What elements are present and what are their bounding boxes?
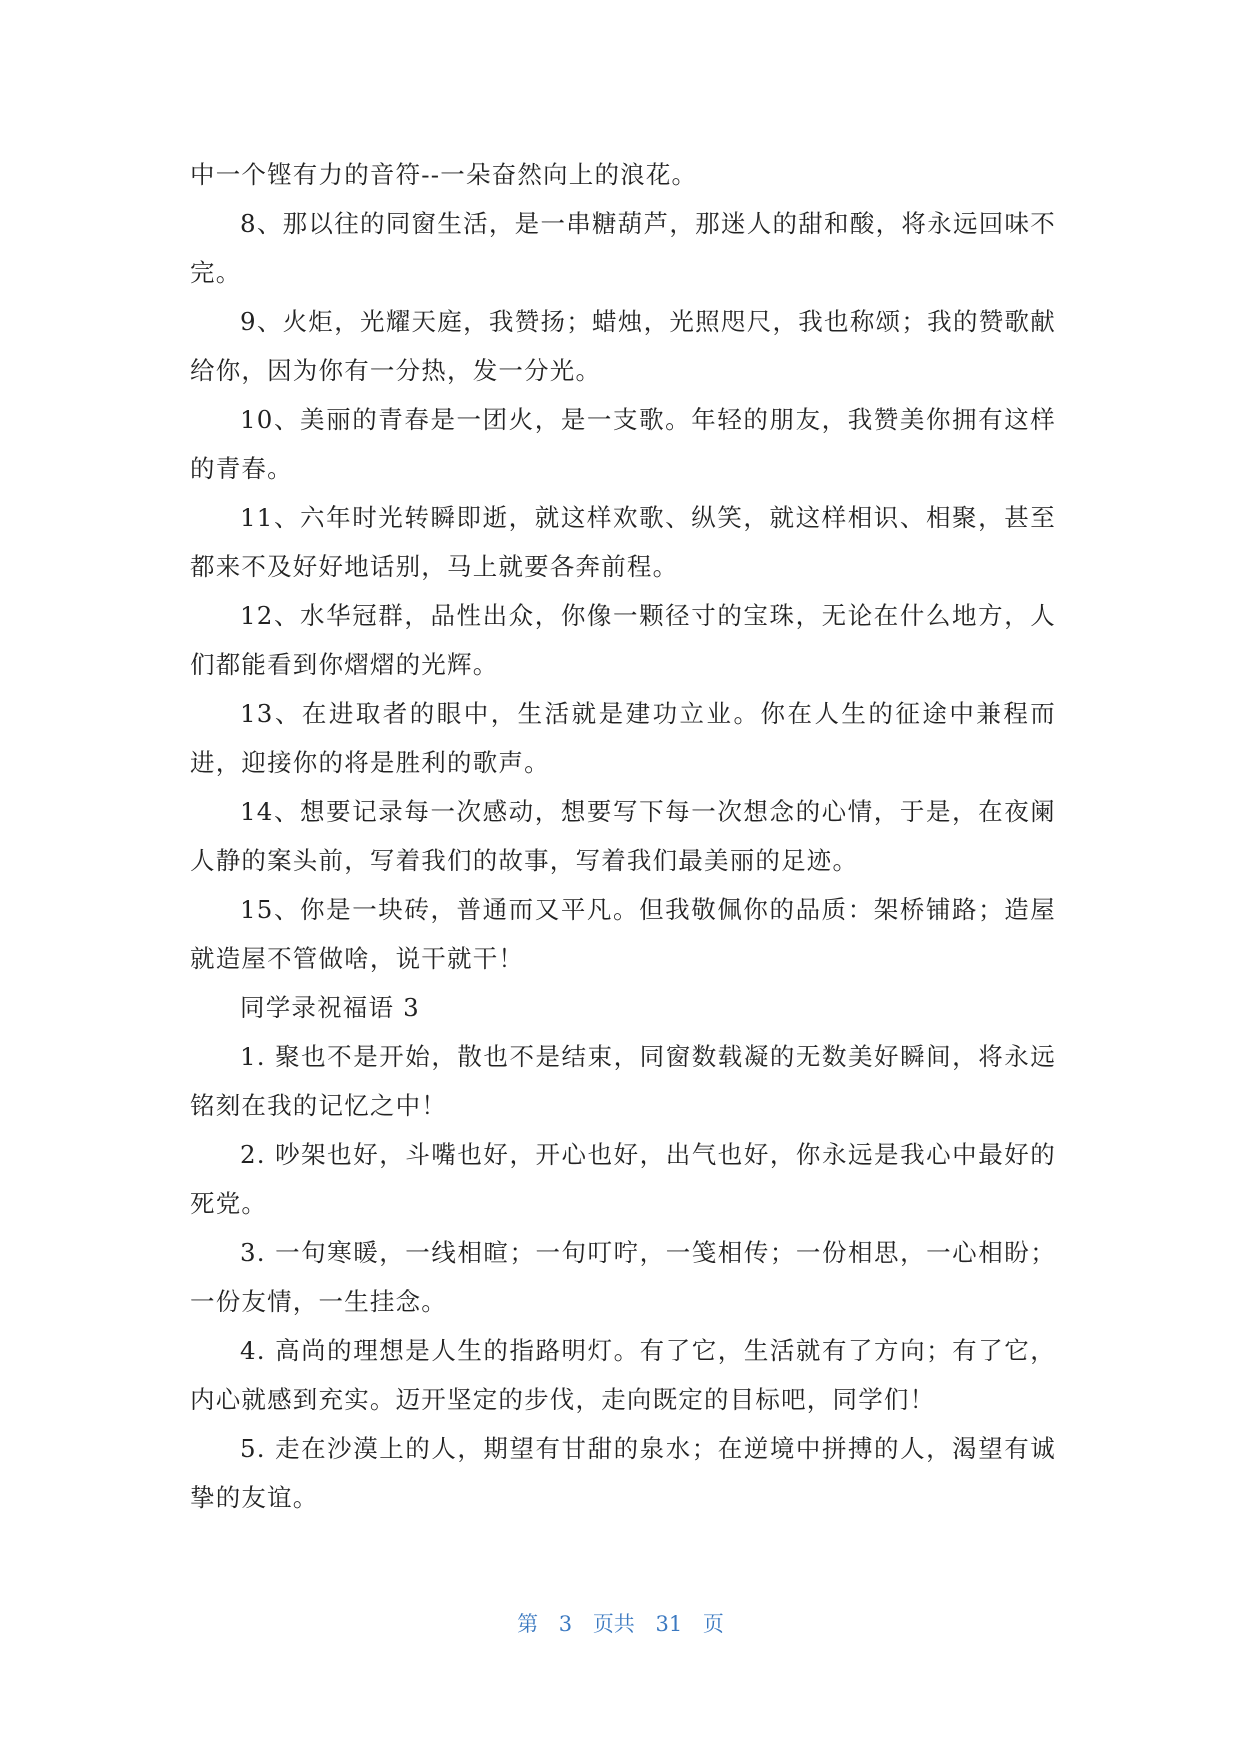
paragraph-item-13: 13、在进取者的眼中，生活就是建功立业。你在人生的征途中兼程而进，迎接你的将是胜利的歌声。 <box>190 699 1056 777</box>
document-body <box>190 150 1056 1522</box>
footer-current-page: 3 <box>558 1612 573 1636</box>
paragraph-item-10: 10、美丽的青春是一团火，是一支歌。年轻的朋友，我赞美你拥有这样的青春。 <box>190 405 1056 483</box>
paragraph-item-9: 9、火炬，光耀天庭，我赞扬；蜡烛，光照咫尺，我也称颂；我的赞歌献给你，因为你有一分热，发一分光。 <box>190 307 1056 385</box>
paragraph-section-item-2: 2. 吵架也好，斗嘴也好，开心也好，出气也好，你永远是我心中最好的死党。 <box>190 1140 1056 1218</box>
footer-total-pages: 31 <box>655 1612 683 1636</box>
paragraph-section-item-5: 5. 走在沙漠上的人，期望有甘甜的泉水；在逆境中拼搏的人，渴望有诚挚的友谊。 <box>190 1434 1056 1512</box>
paragraph-item-11: 11、六年时光转瞬即逝，就这样欢歌、纵笑，就这样相识、相聚，甚至都来不及好好地话别，马上就要各奔前程。 <box>190 503 1056 581</box>
paragraph-section-item-4: 4. 高尚的理想是人生的指路明灯。有了它，生活就有了方向；有了它，内心就感到充实。迈开坚定的步伐，走向既定的目标吧，同学们！ <box>190 1336 1056 1414</box>
section-heading: 同学录祝福语 3 <box>240 993 420 1022</box>
paragraph-item-8: 8、那以往的同窗生活，是一串糖葫芦，那迷人的甜和酸，将永远回味不完。 <box>190 209 1056 287</box>
footer-label-ye: 页 <box>702 1612 724 1636</box>
paragraph-section-item-3: 3. 一句寒暖，一线相暄；一句叮咛，一笺相传；一份相思，一心相盼；一份友情，一生挂念。 <box>190 1238 1056 1316</box>
paragraph-item-14: 14、想要记录每一次感动，想要写下每一次想念的心情，于是，在夜阑人静的案头前，写着我们的故事，写着我们最美丽的足迹。 <box>190 797 1056 875</box>
paragraph-item-15: 15、你是一块砖，普通而又平凡。但我敬佩你的品质：架桥铺路；造屋就造屋不管做啥，说干就干！ <box>190 895 1056 973</box>
page-footer <box>0 1608 1241 1638</box>
footer-label-di: 第 <box>517 1612 539 1636</box>
paragraph-item-12: 12、水华冠群，品性出众，你像一颗径寸的宝珠，无论在什么地方，人们都能看到你熠熠的光辉。 <box>190 601 1056 679</box>
footer-label-ye-gong: 页共 <box>592 1612 635 1636</box>
paragraph-section-item-1: 1. 聚也不是开始，散也不是结束，同窗数载凝的无数美好瞬间，将永远铭刻在我的记忆之中！ <box>190 1042 1056 1120</box>
paragraph-continuation: 中一个铿有力的音符--一朵奋然向上的浪花。 <box>190 160 698 189</box>
